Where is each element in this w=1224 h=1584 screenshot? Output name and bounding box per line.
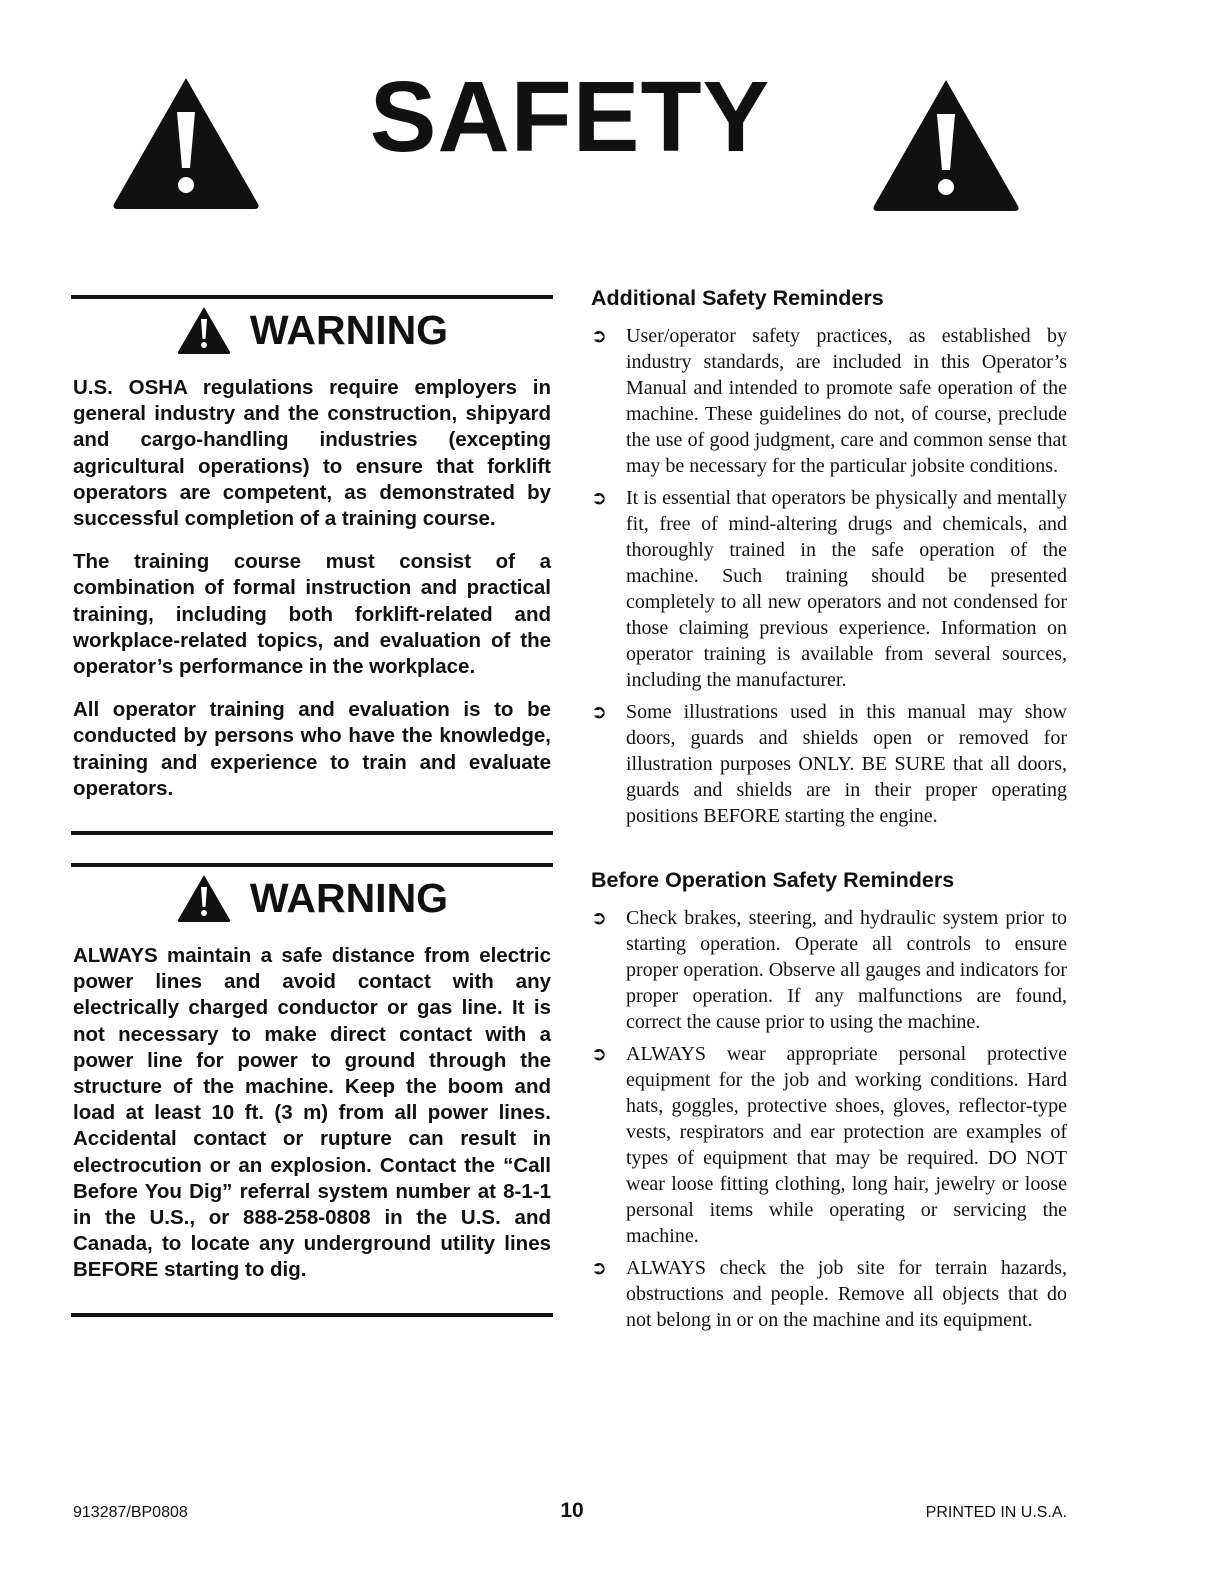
warning-2-top-rule <box>71 863 553 867</box>
warning-triangle-icon-right <box>870 74 1022 214</box>
list-item <box>591 323 1067 479</box>
list-item <box>591 905 1067 1035</box>
warning-1-body <box>73 375 551 819</box>
warning-2-body <box>73 943 551 1301</box>
before-operation-list <box>591 905 1067 1339</box>
list-item <box>591 1041 1067 1249</box>
warning-2-bottom-rule <box>71 1313 553 1317</box>
additional-heading: Additional Safety Reminders <box>591 286 884 310</box>
additional-list <box>591 323 1067 835</box>
warning-1-paragraph: The training course must consist of a combination of formal instruction and practical training, including both forklift-related and workplace-related topics, and evaluation of the operator’s performance in the workplace. <box>73 550 551 679</box>
list-item-text: Check brakes, steering, and hydraulic system prior to starting operation. Operate all controls to ensure proper operation. Observe all gauges and indicators for proper operation. If any malfunctions are found, correct the cause prior to using the machine. <box>626 907 1067 1033</box>
warning-2-label: WARNING <box>249 874 449 921</box>
arrow-bullet-icon: ➲ <box>591 701 607 723</box>
list-item-text: Some illustrations used in this manual may show doors, guards and shields open or removed for illustration purposes ONLY. BE SURE that all doors, guards and shields are in their proper operating positions BEFORE starting the engine. <box>626 701 1067 827</box>
list-item-text: User/operator safety practices, as established by industry standards, are included in this Operator’s Manual and intended to promote safe operation of the machine. These guidelines do not, of course, preclude the use of good judgment, care and common sense that may be necessary for the particular jobsite conditions. <box>626 325 1067 477</box>
list-item-text: It is essential that operators be physically and mentally fit, free of mind-altering drugs and chemicals, and thoroughly trained in the safe operation of the machine. Such training should be presented completely to all new operators and not condensed for those claiming previous experience. Information on operator training is available from several sources, including the manufacturer. <box>626 487 1067 691</box>
footer-page-number: 10 <box>560 1499 584 1522</box>
list-item <box>591 699 1067 829</box>
arrow-bullet-icon: ➲ <box>591 325 607 347</box>
list-item <box>591 485 1067 693</box>
warning-1-heading <box>71 300 553 360</box>
list-item <box>591 1255 1067 1333</box>
arrow-bullet-icon: ➲ <box>591 907 607 929</box>
warning-1-paragraph: All operator training and evaluation is to be conducted by persons who have the knowledge, training and experience to train and evaluate operators. <box>73 698 551 800</box>
warning-2-paragraph: ALWAYS maintain a safe distance from electric power lines and avoid contact with any electrically charged conductor or gas line. It is not necessary to make direct contact with a power line for power to ground through the structure of the machine. Keep the boom and load at least 10 ft. (3 m) from all power lines. Accidental contact or rupture can result in electrocution or an explosion. Contact the “Call Before You Dig” referral system number at 8-1-1 in the U.S., or 888-258-0808 in the U.S. and Canada, to locate any underground utility lines BEFORE starting to dig. <box>73 944 551 1282</box>
warning-icon <box>176 305 232 355</box>
arrow-bullet-icon: ➲ <box>591 487 607 509</box>
warning-2-heading <box>71 868 553 928</box>
page-title: SAFETY <box>369 61 771 173</box>
warning-1-bottom-rule <box>71 831 553 835</box>
warning-icon <box>176 873 232 923</box>
warning-1-top-rule <box>71 295 553 299</box>
warning-1-paragraph: U.S. OSHA regulations require employers in general industry and the construction, shipyard and cargo-handling industries (excepting agricultural operations) to ensure that forklift operators are competent, as demonstrated by successful completion of a training course. <box>73 376 551 531</box>
before-operation-heading: Before Operation Safety Reminders <box>591 868 955 892</box>
footer-doc-number: 913287/BP0808 <box>73 1504 188 1521</box>
arrow-bullet-icon: ➲ <box>591 1257 607 1279</box>
list-item-text: ALWAYS check the job site for terrain hazards, obstructions and people. Remove all objects that do not belong in or on the machine and its equipment. <box>626 1257 1067 1331</box>
list-item-text: ALWAYS wear appropriate personal protective equipment for the job and working conditions. Hard hats, goggles, protective shoes, gloves, reflector-type vests, respirators and ear protection are examples of types of equipment that may be required. DO NOT wear loose fitting clothing, long hair, jewelry or loose personal items while operating or servicing the machine. <box>626 1043 1067 1247</box>
warning-1-label: WARNING <box>249 306 449 353</box>
arrow-bullet-icon: ➲ <box>591 1043 607 1065</box>
footer-printed: PRINTED IN U.S.A. <box>925 1504 1067 1521</box>
